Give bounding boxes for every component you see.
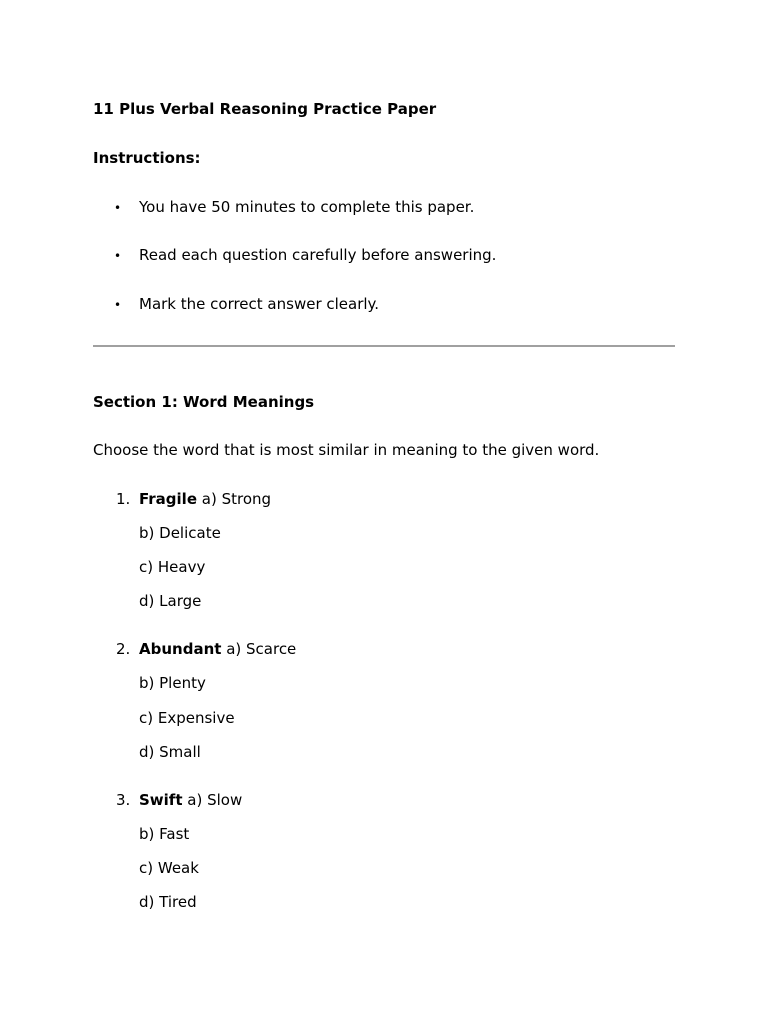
question-number: 3.	[116, 791, 131, 809]
instructions-heading: Instructions:	[93, 149, 201, 167]
horizontal-divider	[93, 345, 675, 347]
question-line	[139, 492, 271, 507]
section-heading: Section 1: Word Meanings	[93, 393, 315, 411]
answer-option[interactable]: c) Heavy	[139, 558, 206, 576]
answer-option[interactable]: a) Scarce	[226, 640, 297, 658]
answer-option[interactable]: c) Weak	[139, 859, 199, 877]
answer-option[interactable]: b) Fast	[139, 825, 190, 843]
answer-option[interactable]: b) Plenty	[139, 674, 206, 692]
instruction-text: Mark the correct answer clearly.	[139, 295, 380, 313]
question-line	[139, 642, 296, 657]
bullet-marker: •	[114, 201, 122, 215]
answer-option[interactable]: d) Large	[139, 592, 202, 610]
answer-option[interactable]: d) Tired	[139, 893, 197, 911]
section-prompt: Choose the word that is most similar in meaning to the given word.	[93, 441, 600, 459]
answer-option[interactable]: b) Delicate	[139, 524, 221, 542]
answer-option[interactable]: d) Small	[139, 743, 201, 761]
question-word: Fragile	[139, 490, 198, 508]
answer-option[interactable]: a) Slow	[187, 791, 243, 809]
instruction-text: You have 50 minutes to complete this paper.	[139, 198, 475, 216]
question-word: Abundant	[139, 640, 222, 658]
question-line	[139, 793, 242, 808]
question-word: Swift	[139, 791, 183, 809]
instruction-text: Read each question carefully before answering.	[139, 246, 497, 264]
answer-option[interactable]: a) Strong	[201, 490, 272, 508]
answer-option[interactable]: c) Expensive	[139, 709, 235, 727]
question-number: 1.	[116, 490, 131, 508]
bullet-marker: •	[114, 249, 122, 263]
bullet-marker: •	[114, 298, 122, 312]
question-number: 2.	[116, 640, 131, 658]
paper-title: 11 Plus Verbal Reasoning Practice Paper	[93, 100, 437, 118]
